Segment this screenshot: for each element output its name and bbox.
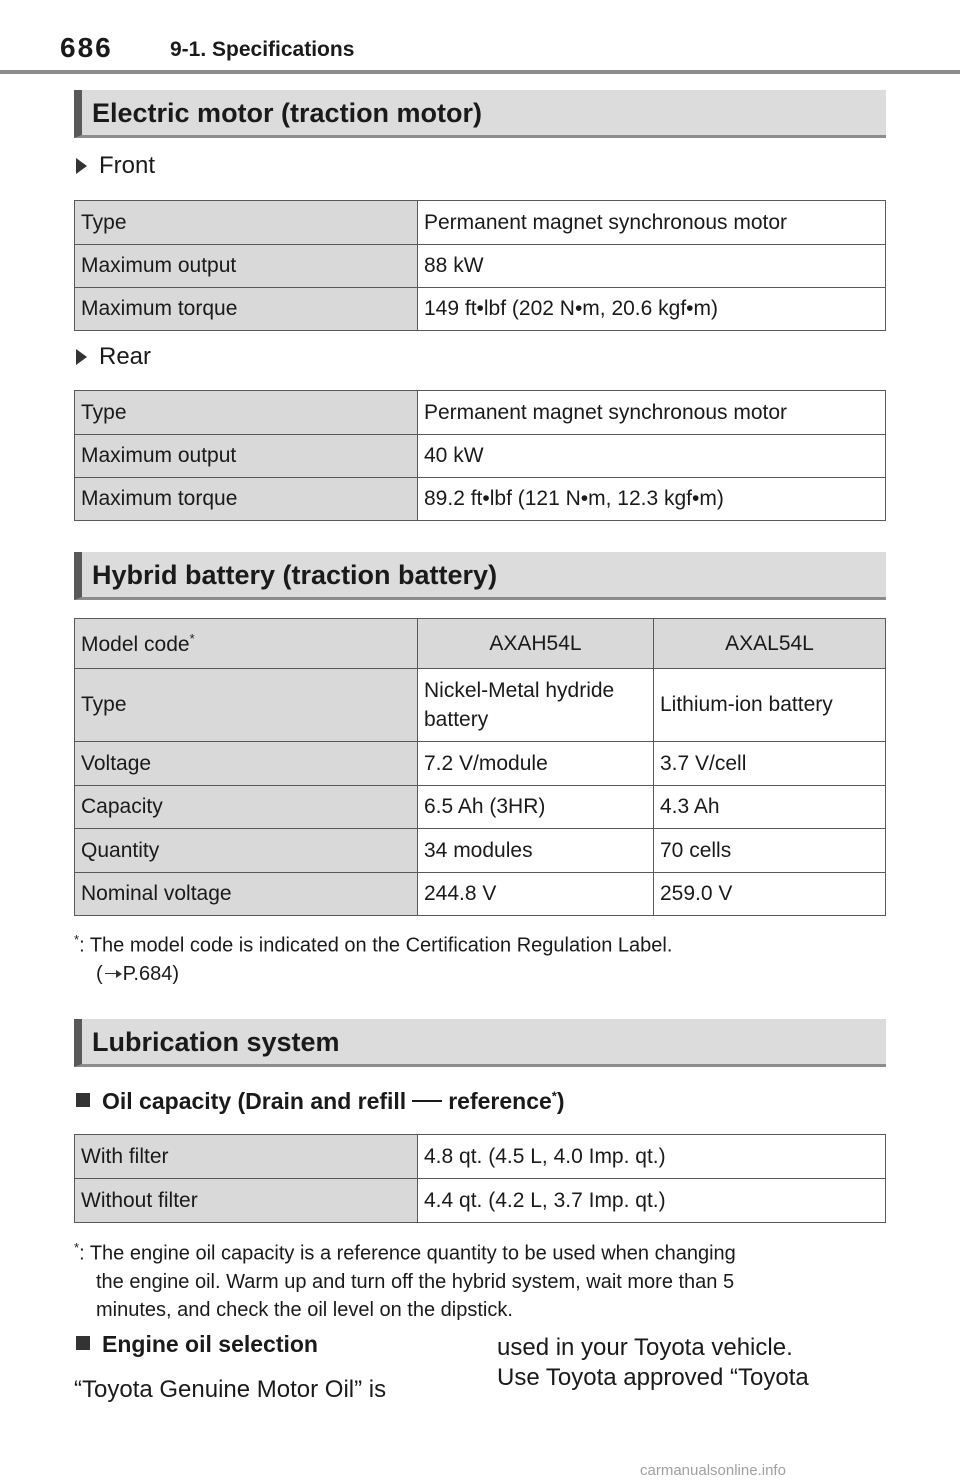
oil-footnote: *: The engine oil capacity is a reference quantity to be used when changing the engine oil. Warm up and turn off the hybrid system, wait more than 5 minutes, and check the oil level on the dipstick.	[74, 1240, 736, 1321]
table-header-row	[75, 619, 886, 669]
table-row	[75, 1179, 886, 1223]
section-heading-battery	[74, 552, 886, 600]
table-row	[75, 391, 886, 435]
row-label: Voltage	[75, 742, 418, 786]
row-value: Permanent magnet synchronous motor	[418, 201, 886, 245]
row-value-2: Lithium-ion battery	[654, 669, 886, 742]
row-value: 149 ft•lbf (202 N•m, 20.6 kgf•m)	[418, 288, 886, 331]
engine-oil-text-right-2: Use Toyota approved “Toyota	[497, 1364, 809, 1391]
row-label: Quantity	[75, 829, 418, 873]
engine-oil-text-right-1: used in your Toyota vehicle.	[497, 1334, 793, 1361]
watermark: carmanualsonline.info	[640, 1462, 786, 1479]
battery-footnote: *: The model code is indicated on the Certification Regulation Label. ( P.684)	[74, 932, 673, 985]
row-value: 89.2 ft•lbf (121 N•m, 12.3 kgf•m)	[418, 478, 886, 521]
row-value-1: 6.5 Ah (3HR)	[418, 786, 654, 829]
row-value: 4.8 qt. (4.5 L, 4.0 Imp. qt.)	[418, 1135, 886, 1179]
row-value-1: 34 modules	[418, 829, 654, 873]
table-row	[75, 435, 886, 478]
table-row	[75, 829, 886, 873]
row-label: With filter	[75, 1135, 418, 1179]
table-row	[75, 873, 886, 916]
battery-table	[74, 618, 886, 916]
table-row	[75, 288, 886, 331]
header-model-2: AXAL54L	[654, 619, 886, 669]
row-label: Type	[75, 669, 418, 742]
chapter-title: 9-1. Specifications	[170, 38, 355, 61]
table-row	[75, 201, 886, 245]
motor-front-table	[74, 200, 886, 331]
engine-oil-heading: Engine oil selection	[76, 1331, 318, 1358]
em-dash-icon	[412, 1100, 442, 1102]
row-label: Type	[75, 391, 418, 435]
arrow-right-icon	[103, 969, 123, 979]
table-row	[75, 245, 886, 288]
page-number: 686	[60, 32, 113, 63]
header-model-1: AXAH54L	[418, 619, 654, 669]
row-label: Maximum torque	[75, 478, 418, 521]
row-value-1: 7.2 V/module	[418, 742, 654, 786]
row-value: 4.4 qt. (4.2 L, 3.7 Imp. qt.)	[418, 1179, 886, 1223]
row-label: Nominal voltage	[75, 873, 418, 916]
header-label: Model code*	[75, 619, 418, 669]
section-title: Lubrication system	[92, 1027, 340, 1057]
oil-capacity-heading: Oil capacity (Drain and refill reference*)	[76, 1088, 565, 1115]
table-row	[75, 742, 886, 786]
section-heading-lubrication	[74, 1019, 886, 1067]
row-value-2: 259.0 V	[654, 873, 886, 916]
section-title: Electric motor (traction motor)	[92, 98, 483, 128]
section-title: Hybrid battery (traction battery)	[92, 560, 498, 590]
table-row	[75, 1135, 886, 1179]
triangle-bullet-icon	[76, 349, 87, 365]
row-label: Maximum output	[75, 245, 418, 288]
table-row	[75, 478, 886, 521]
row-value: 40 kW	[418, 435, 886, 478]
motor-rear-table	[74, 390, 886, 521]
row-value-1: 244.8 V	[418, 873, 654, 916]
square-bullet-icon	[76, 1336, 90, 1350]
row-label: Without filter	[75, 1179, 418, 1223]
row-label: Capacity	[75, 786, 418, 829]
subheading-rear: Rear	[76, 343, 151, 371]
page-reference-link[interactable]: P.684)	[122, 962, 180, 985]
engine-oil-text-left: “Toyota Genuine Motor Oil” is	[74, 1376, 387, 1403]
row-label: Maximum output	[75, 435, 418, 478]
table-row	[75, 669, 886, 742]
header-divider	[0, 70, 960, 74]
row-value-2: 70 cells	[654, 829, 886, 873]
row-value: Permanent magnet synchronous motor	[418, 391, 886, 435]
square-bullet-icon	[76, 1093, 90, 1107]
row-label: Maximum torque	[75, 288, 418, 331]
subheading-front: Front	[76, 152, 155, 180]
table-row	[75, 786, 886, 829]
oil-capacity-table	[74, 1134, 886, 1223]
row-value-1: Nickel-Metal hydride battery	[418, 669, 654, 742]
section-heading-motor	[74, 90, 886, 138]
row-value-2: 4.3 Ah	[654, 786, 886, 829]
triangle-bullet-icon	[76, 158, 87, 174]
row-value: 88 kW	[418, 245, 886, 288]
row-value-2: 3.7 V/cell	[654, 742, 886, 786]
row-label: Type	[75, 201, 418, 245]
